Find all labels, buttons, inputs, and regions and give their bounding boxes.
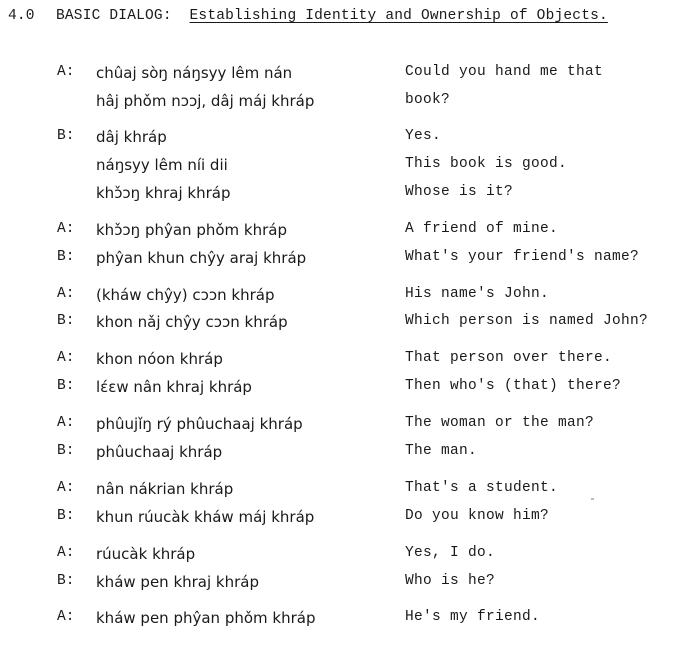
speaker-label: A: [57, 64, 75, 80]
dialog-line [0, 249, 673, 273]
speaker-label: A: [57, 545, 75, 561]
dialog-line [0, 184, 673, 208]
speaker-label: B: [57, 443, 75, 459]
dialog-line [0, 156, 673, 180]
english-text: Yes, I do. [405, 545, 496, 561]
dialog-line [0, 350, 673, 374]
thai-text: kháw pen phŷan phǒm khráp [96, 609, 316, 627]
thai-text: khun rúucàk kháw máj khráp [96, 508, 315, 526]
thai-text: kháw pen khraj khráp [96, 573, 260, 591]
thai-text: khɔ̌ɔŋ phŷan phǒm khráp [96, 221, 287, 239]
english-text: His name's John. [405, 286, 550, 302]
english-text: Then who's (that) there? [405, 378, 622, 394]
speaker-label: A: [57, 286, 75, 302]
thai-text: (kháw chŷy) cɔɔn khráp [96, 286, 275, 304]
dialog-line [0, 545, 673, 569]
thai-text: khɔ̌ɔŋ khraj khráp [96, 184, 231, 202]
speaker-label: B: [57, 313, 75, 329]
speaker-label: A: [57, 609, 75, 625]
thai-text: hâj phǒm nɔɔj, dâj máj khráp [96, 92, 315, 110]
dialog-line [0, 378, 673, 402]
speaker-label: A: [57, 350, 75, 366]
dialog-line [0, 313, 673, 337]
speaker-label: A: [57, 415, 75, 431]
speaker-label: B: [57, 378, 75, 394]
speaker-label: A: [57, 221, 75, 237]
thai-text: rúucàk khráp [96, 545, 196, 563]
dialog-line [0, 480, 673, 504]
english-text: Who is he? [405, 573, 496, 589]
dialog-line [0, 286, 673, 310]
scan-speck [591, 498, 594, 500]
section-number: 4.0 [8, 8, 35, 24]
english-text: The man. [405, 443, 478, 459]
english-text: That's a student. [405, 480, 559, 496]
section-prefix: BASIC DIALOG: [56, 8, 172, 24]
dialog-line [0, 508, 673, 532]
dialog-line [0, 128, 673, 152]
dialog-line [0, 92, 673, 116]
section-header [8, 8, 608, 24]
speaker-label: B: [57, 128, 75, 144]
thai-text: khon nóon khráp [96, 350, 223, 368]
english-text: book? [405, 92, 451, 108]
speaker-label: B: [57, 508, 75, 524]
dialog-line [0, 443, 673, 467]
dialog-line [0, 609, 673, 633]
english-text: Could you hand me that [405, 64, 604, 80]
english-text: Yes. [405, 128, 442, 144]
thai-text: phŷan khun chŷy araj khráp [96, 249, 307, 267]
dialog-line [0, 221, 673, 245]
thai-text: phûuchaaj khráp [96, 443, 223, 461]
english-text: He's my friend. [405, 609, 541, 625]
speaker-label: A: [57, 480, 75, 496]
thai-text: náŋsyy lêm níi dii [96, 156, 228, 174]
thai-text: chûaj sòŋ náŋsyy lêm nán [96, 64, 293, 82]
thai-text: phûujǐŋ rý phûuchaaj khráp [96, 415, 303, 433]
thai-text: lɛ́ɛw nân khraj khráp [96, 378, 252, 396]
english-text: This book is good. [405, 156, 568, 172]
english-text: The woman or the man? [405, 415, 595, 431]
thai-text: khon nǎj chŷy cɔɔn khráp [96, 313, 288, 331]
english-text: What's your friend's name? [405, 249, 640, 265]
thai-text: dâj khráp [96, 128, 167, 146]
section-title: Establishing Identity and Ownership of Objects. [189, 8, 608, 24]
english-text: Which person is named John? [405, 313, 649, 329]
dialog-line [0, 573, 673, 597]
speaker-label: B: [57, 249, 75, 265]
speaker-label: B: [57, 573, 75, 589]
dialog-line [0, 64, 673, 88]
english-text: That person over there. [405, 350, 613, 366]
english-text: Do you know him? [405, 508, 550, 524]
english-text: A friend of mine. [405, 221, 559, 237]
dialog-line [0, 415, 673, 439]
thai-text: nân nákrian khráp [96, 480, 234, 498]
english-text: Whose is it? [405, 184, 514, 200]
